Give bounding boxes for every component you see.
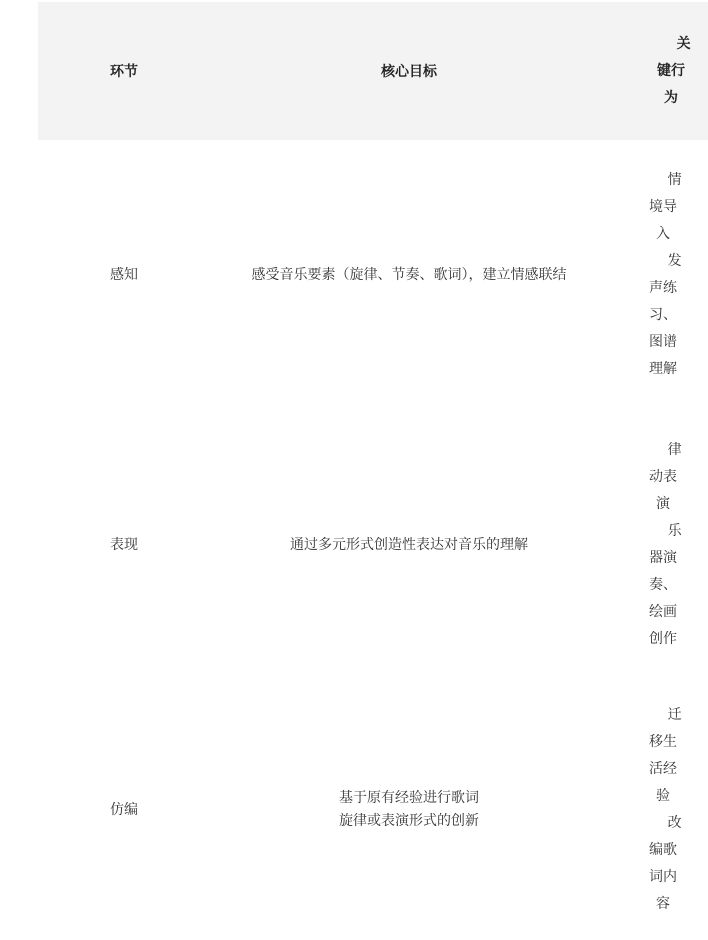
table-row [38,680,708,940]
header-goal-label: 核心目标 [381,64,437,80]
content-table [38,2,708,940]
action-list [648,437,682,653]
goal-cell [170,680,648,940]
header-cell-stage [78,2,170,140]
header-stage-label: 环节 [110,64,138,80]
action-item: 改编歌词内容 [649,815,682,912]
action-item: 情境导入 [649,172,682,242]
goal-text: 感受音乐要素（旋律、节奏、歌词），建立情感联结 [251,266,567,283]
action-cell [648,680,704,940]
goal-line: 基于原有经验进行歌词 [339,790,479,806]
action-list [648,167,682,383]
stage-label: 仿编 [110,801,138,818]
stage-cell [78,680,170,940]
goal-text [339,787,479,833]
goal-cell [170,140,648,410]
action-cell [648,140,704,410]
action-list [648,702,682,918]
table-row [38,140,708,410]
stage-label: 感知 [110,266,138,283]
table-header-row [38,2,708,140]
stage-cell [78,410,170,680]
stage-label: 表现 [110,536,138,553]
action-item: 发声练习、图谱理解 [649,253,682,377]
header-cell-goal [170,2,648,140]
stage-cell [78,140,170,410]
table-row [38,410,708,680]
action-item: 乐器演奏、绘画创作 [649,523,682,647]
header-action-label: 关键行为 [657,35,691,106]
action-cell [648,410,704,680]
goal-cell [170,410,648,680]
header-cell-action [648,2,704,140]
goal-text: 通过多元形式创造性表达对音乐的理解 [290,536,528,553]
goal-line: 旋律或表演形式的创新 [339,813,479,829]
action-item: 律动表演 [649,442,682,512]
action-item: 迁移生活经验 [649,707,682,804]
